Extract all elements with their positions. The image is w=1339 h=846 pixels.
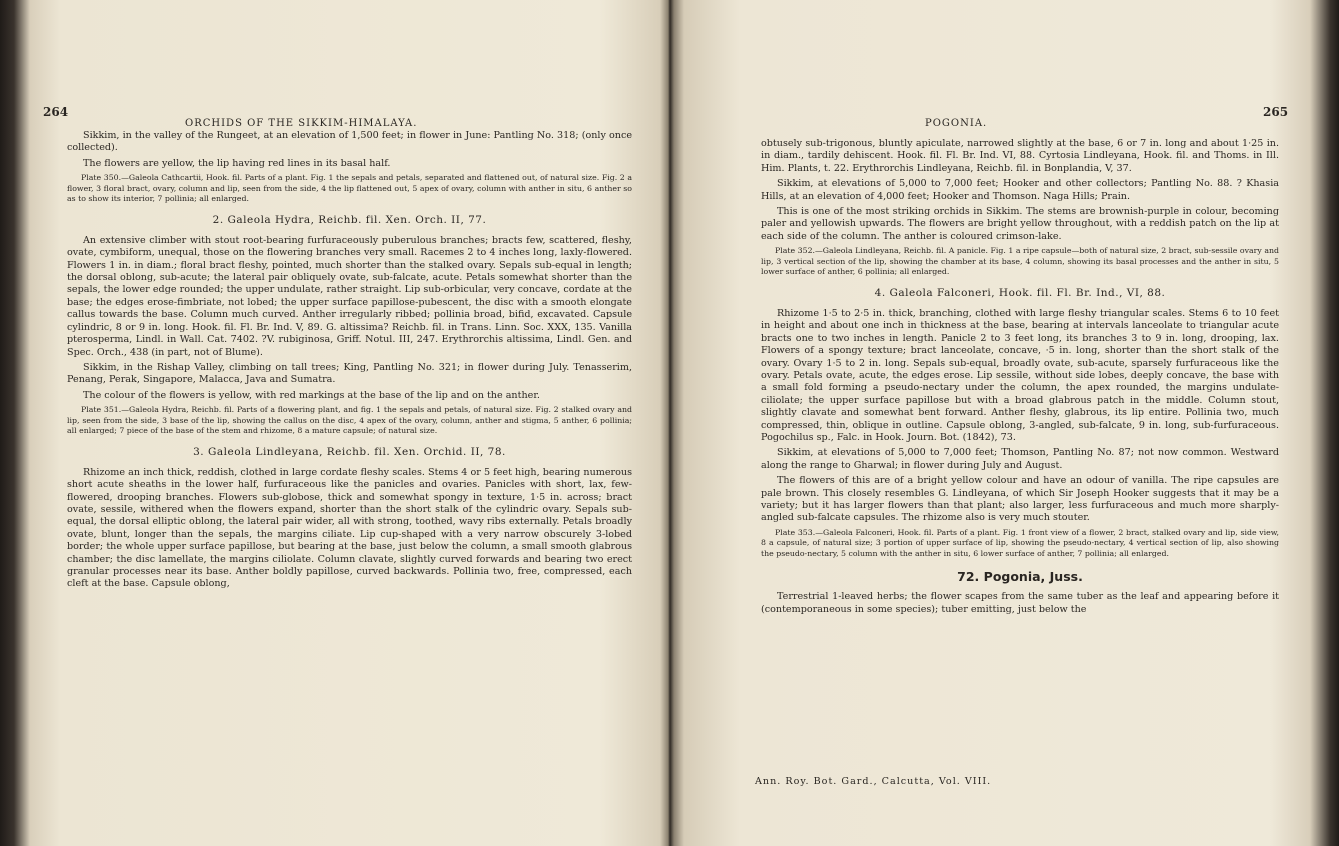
paragraph: Sikkim, in the valley of the Rungeet, at an elevation of 1,500 feet; in flower in June: Pantling No. 318; (only once collected). (67, 130, 632, 154)
plate-caption: Plate 351.—Galeola Hydra, Reichb. fil. Parts of a flowering plant, and fig. 1 the sepals and petals, of natural size. Fig. 2 stalked ovary and lip, seen from the side, 3 base of the lip, showing the callus on the disc, 4 apex of the ovary, column, anther and stigma, 5 anther, 6 pollinia; all enlarged; 7 piece of the base of the stem and rhizome, 8 a mature capsule; of natural size. (67, 405, 632, 435)
plate-caption: Plate 353.—Galeola Falconeri, Hook. fil. Parts of a plant. Fig. 1 front view of a flower, 2 bract, stalked ovary and lip, side view, 8 a capsule, of natural size; 3 portion of upper surface of lip, showing the pseudo-nectary, 4 vertical section of lip, also showing the pseudo-nectary, 5 column with the anther in situ, 6 lower surface of anther, 7 pollinia; all enlarged. (761, 527, 1279, 558)
page-number: 264 (43, 105, 69, 119)
left-page (35, 0, 655, 846)
species-heading: 4. Galeola Falconeri, Hook. fil. Fl. Br. Ind., VI, 88. (874, 287, 1166, 300)
species-description: An extensive climber with stout root-bearing furfuraceously puberulous branches; bracts few, scattered, fleshy, ovate, cymbiform, unequal, those on the flowering branches very small. Racemes 2 to 4 inches long, laxly-flowered. Flowers 1 in. in diam.; floral bract fleshy, pointed, much shorter than the stalked ovary. Sepals sub-equal in length; the dorsal oblong, sub-acute; the lateral pair obliquely ovate, sub-falcate, acute. Petals somewhat shorter than the sepals, the lower edge rounded; the upper undulate, rather straight. Lip sub-orbicular, very concave, cordate at the base; the edges erose-fimbriate, not lobed; the upper surface papillose-pubescent, the disc with a smooth elongate callus towards the base. Column much curved. Anther irregularly ribbed; pollinia broad, bifid, excavated. Capsule cylindric, 8 or 9 in. long. Hook. fil. Fl. Br. Ind. V, 89. G. altissima? Reichb. fil. in Trans. Linn. Soc. XXX, 135. Vanilla pterosperma, Lindl. in Wall. Cat. 7402. ?V. rubiginosa, Griff. Notul. III, 247. Erythrorchis altissima, Lindl. Gen. and Spec. Orch., 438 (in part, not of Blume). (67, 234, 632, 358)
genus-description: Terrestrial 1-leaved herbs; the flower scapes from the same tuber as the leaf and appearing before it (contemporaneous in some species); tuber emitting, just below the (761, 591, 1279, 615)
page-number: 265 (1263, 105, 1289, 119)
running-head: ORCHIDS OF THE SIKKIM-HIMALAYA. (185, 118, 418, 129)
paragraph: obtusely sub-trigonous, bluntly apiculate, narrowed slightly at the base, 6 or 7 in. long and about 1·25 in. in diam., tardily dehiscent. Hook. fil. Fl. Br. Ind. VI, 88. Cyrtosia Lindleyana, Hook. fil. and Thoms. in Ill. Him. Plants, t. 22. Erythrorchis Lindleyana, Reichb. fil. in Bonplandia, V, 37. (761, 138, 1279, 174)
species-heading: 2. Galeola Hydra, Reichb. fil. Xen. Orch. II, 77. (212, 214, 487, 227)
paragraph: The flowers are yellow, the lip having red lines in its basal half. (83, 157, 391, 169)
left-page-body (67, 130, 632, 594)
right-page-body (761, 138, 1279, 619)
page-footer: Ann. Roy. Bot. Gard., Calcutta, Vol. VIII. (755, 776, 992, 787)
plate-caption: Plate 352.—Galeola Lindleyana, Reichb. fil. A panicle. Fig. 1 a ripe capsule—both of natural size, 2 bract, sub-sessile ovary and lip, 3 vertical section of the lip, showing the chamber at its base, 4 column, showing its basal processes and the anther in situ, 5 lower surface of anther, 6 pollinia; all enlarged. (761, 246, 1279, 277)
species-description: Rhizome 1·5 to 2·5 in. thick, branching, clothed with large fleshy triangular scales. Stems 6 to 10 feet in height and about one inch in thickness at the base, bearing at intervals lanceolate to triangular acute bracts one to two inches in length. Panicle 2 to 3 feet long, its branches 3 to 9 in. long, drooping, lax. Flowers of a spongy texture; bract lanceolate, concave, ·5 in. long, shorter than the short stalk of the ovary. Ovary 1·5 to 2 in. long. Sepals sub-equal, broadly ovate, sub-acute, sparsely furfuraceous like the ovary. Petals ovate, acute, the edges erose. Lip sessile, without side lobes, deeply concave, the base with a small fold forming a pseudo-nectary under the column, the apex rounded, the margins undulate-ciliolate; the upper surface papillose but with a broad glabrous patch in the middle. Column stout, slightly clavate and somewhat bent forward. Anther fleshy, glabrous, its lip entire. Pollinia two, much compressed, thin, oblique in outline. Capsule oblong, 3-angled, sub-falcate, 9 in. long, sub-furfuraceous. Pogochilus sp., Falc. in Hook. Journ. Bot. (1842), 73. (761, 307, 1279, 443)
running-head: POGONIA. (925, 118, 988, 129)
plate-caption: Plate 350.—Galeola Cathcartii, Hook. fil. Parts of a plant. Fig. 1 the sepals and petals, separated and flattened out, of natural size. Fig. 2 a flower, 3 floral bract, ovary, column and lip, seen from the side, 4 the lip flattened out, 5 apex of ovary, column with anther in situ, 6 anther so as to show its interior, 7 pollinia; all enlarged. (67, 173, 632, 204)
distribution-paragraph: Sikkim, in the Rishap Valley, climbing on tall trees; King, Pantling No. 321; in flower during July. Tenasserim, Penang, Perak, Singapore, Malacca, Java and Sumatra. (67, 361, 632, 386)
species-heading: 3. Galeola Lindleyana, Reichb. fil. Xen. Orchid. II, 78. (193, 446, 506, 459)
right-page (695, 0, 1315, 846)
distribution-paragraph: Sikkim, at elevations of 5,000 to 7,000 feet; Thomson, Pantling No. 87; not now common. Westward along the range to Gharwal; in flower during July and August. (761, 447, 1279, 471)
species-description: Rhizome an inch thick, reddish, clothed in large cordate fleshy scales. Stems 4 or 5 feet high, bearing numerous short acute sheaths in the lower half, furfuraceous like the panicles and ovaries. Panicles with short, lax, few-flowered, drooping branches. Flowers sub-globose, thick and somewhat spongy in texture, 1·5 in. across; bract ovate, sessile, withered when the flowers expand, shorter than the short stalk of the cylindric ovary. Sepals sub-equal, the dorsal elliptic oblong, the lateral pair wider, all with strong, toothed, wavy ribs externally. Petals broadly ovate, blunt, longer than the sepals, the margins ciliate. Lip cup-shaped with a very narrow obscurely 3-lobed border; the whole upper surface papillose, but bearing at the base, just below the column, a small smooth glabrous chamber; the disc lamellate, the margins ciliolate. Column clavate, slightly curved forwards and bearing two erect granular processes near its base. Anther boldly papillose, curved backwards. Pollinia two, free, compressed, each cleft at the base. Capsule oblong, (67, 466, 632, 590)
colour-paragraph: The flowers of this are of a bright yellow colour and have an odour of vanilla. The ripe capsules are pale brown. This closely resembles G. Lindleyana, of which Sir Joseph Hooker suggests that it may be a variety; but it has larger flowers than that plant; also larger, less furfuraceous and much more sharply-angled sub-falcate capsules. The rhizome also is very much stouter. (761, 475, 1279, 524)
colour-paragraph: This is one of the most striking orchids in Sikkim. The stems are brownish-purple in colour, becoming paler and yellowish upwards. The flowers are bright yellow throughout, with a reddish patch on the lip at each side of the column. The anther is coloured crimson-lake. (761, 206, 1279, 242)
distribution-paragraph: Sikkim, at elevations of 5,000 to 7,000 feet; Hooker and other collectors; Pantling No. 88. ? Khasia Hills, at an elevation of 4,000 feet; Hooker and Thomson. Naga Hills; Prain. (761, 178, 1279, 202)
genus-heading: 72. Pogonia, Juss. (957, 569, 1083, 584)
colour-paragraph: The colour of the flowers is yellow, with red markings at the base of the lip and on the anther. (83, 389, 540, 401)
